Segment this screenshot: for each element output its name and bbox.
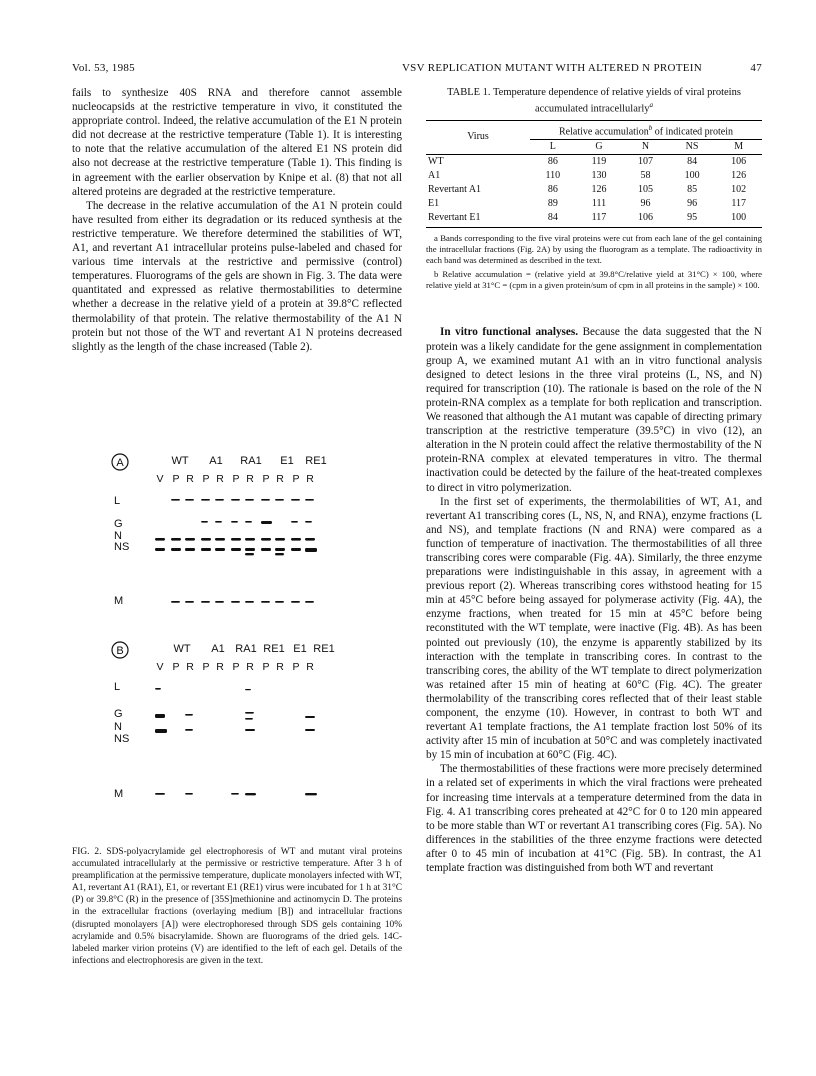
table-1-title: TABLE 1. Temperature dependence of relative yields of viral proteins accumulated intracellularly$^a$ [447,87,741,115]
gel-band [291,499,300,501]
lane-group-label: E1 [293,643,307,655]
lane-group-label: A1 [209,455,223,467]
gel-band [291,521,298,523]
header-title: VSV REPLICATION MUTANT WITH ALTERED N PROTEIN [401,62,702,74]
col-L: L [530,139,576,154]
band-label-l: L [114,681,121,693]
gel-band [305,601,314,603]
col-NS: NS [669,139,716,154]
band-label-n: N [114,721,122,733]
gel-band [275,548,285,551]
gel-band [215,521,222,523]
band-label-g: G [114,518,123,530]
figure-2-caption: FIG. 2. SDS-polyacrylamide gel electrophoresis of WT and mutant viral proteins accumulated intracellularly at the permissive or restrictive temperature. After 3 h of preamplification at the permissive temperature, duplicate monolayers infected with WT, A1, revertant A1 (RA1), E1, or revertant E1 (RE1) virus were incubated for 1 h at 31°C (P) or 39.8°C (R) in the presence of [35S]methionine and actinomycin D. The proteins in the extracellular fractions (overlaying medium [B]) and intracellular fractions (disrupted monolayers [A]) were electrophoresed through SDS gels containing 10% acrylamide and 0.5% bisacrylamide. Shown are fluorograms of the dried gels. 14C-labeled marker virion proteins (V) are identified to the left of each gel. Details of the infections and electrophoresis are given in the text. [72,847,403,966]
table-row: Revertant A1 86 126 105 85 102 [428,184,747,196]
gel-band [201,499,210,501]
gel-band [275,601,284,603]
gel-band [185,601,194,603]
gel-band [185,499,194,501]
relative-accumulation-header: Relative accumulation$^b$ of indicated protein [530,120,762,139]
gel-band [261,548,271,551]
lane-label: R [216,473,224,485]
lane-group-label: RE1 [313,643,335,655]
lane-label: R [186,473,194,485]
gel-band [231,499,240,501]
gel-band [185,548,195,551]
band-label-m: M [114,595,124,607]
lane-label: P [292,661,300,673]
virus-column-header: Virus [426,120,530,155]
left-column [72,86,402,354]
table-1-footnote-b: b Relative accumulation = (relative yield at 39.8°C/relative yield at 31°C) × 100, where relative yield at 31°C = (cpm in a given protein/sum of cpm in all proteins in the sample) × 100. [426,269,762,291]
gel-band [245,712,254,714]
panel-letter: A [116,457,124,469]
gel-band [155,688,161,690]
right-column [426,86,762,875]
gel-band [171,538,181,541]
figure-2 [110,452,370,842]
gel-band [215,548,225,551]
gel-band [275,499,284,501]
gel-band [215,499,224,501]
header-page-number: 47 [750,62,762,74]
gel-band [231,601,240,603]
lane-label: R [306,473,314,485]
lane-label: P [232,661,240,673]
band-label-l: L [114,495,121,507]
gel-band [185,538,195,541]
lane-label: P [202,661,210,673]
gel-band [245,689,251,690]
band-label-m: M [114,788,124,800]
gel-band [171,548,181,551]
gel-band [275,553,284,555]
band-label-g: G [114,708,123,720]
lane-label: R [186,661,194,673]
gel-band [155,538,165,541]
lane-label: R [216,661,224,673]
gel-band [275,538,285,541]
band-label-n: N [114,530,122,542]
gel-band [245,718,253,720]
table-1 [426,86,762,291]
lane-label: P [262,473,270,485]
table-row: WT 86 119 107 84 106 [428,156,747,168]
col-G: G [576,139,623,154]
panel-letter: B [116,645,124,657]
lane-group-label: RE1 [305,455,327,467]
lane-label: P [202,473,210,485]
gel-band [261,499,270,501]
table-1-grid [426,120,762,229]
gel-band [245,548,255,551]
col-M: M [715,139,762,154]
left-paragraph-2: The decrease in the relative accumulation of the A1 N protein could have resulted from either its degradation or its reduced synthesis at the restrictive temperature. We therefore determined the stabilities of WT, A1, and revertant A1 intracellular proteins pulse-labeled and chased for various time intervals at the restrictive and permissive (control) temperatures. Fluorograms of the gels are shown in Fig. 3. The data were quantitated and expressed as relative thermostabilities to determine whether a decrease in the relative yield of a protein at 39.8°C reflected thermolability of that protein. The relative thermostability of the A1 N protein but not those of the WT and revertant A1 N proteins decreased slightly as the length of the chase increased (Table 2). [72,199,402,353]
gel-band [261,601,270,603]
gel-band [291,548,301,551]
gel-band [155,548,165,551]
gel-band [155,729,167,733]
gel-band [305,538,315,541]
lane-group-label: E1 [280,455,294,467]
table-1-footnote-a: a Bands corresponding to the five viral proteins were cut from each lane of the gel containing the intracellular fractions (Fig. 2A) by using the fluorogram as a template. The radioactivity in each band was determined as described in the text. [426,233,762,266]
lane-group-label: RE1 [263,643,285,655]
gel-band [305,548,317,552]
lane-label: R [306,661,314,673]
gel-band [231,548,241,551]
gel-band [171,499,180,501]
gel-band [245,601,254,603]
lane-label: V [156,473,164,485]
gel-band [155,714,165,718]
gel-band [185,714,193,716]
gel-band [185,793,193,795]
gel-band [245,729,255,731]
lane-label: R [276,473,284,485]
lane-group-label: RA1 [240,455,262,467]
lane-label: R [246,661,254,673]
gel-band [261,521,272,524]
lane-label: P [292,473,300,485]
lane-label: P [172,473,180,485]
section-heading: In vitro functional analyses. [440,326,579,339]
gel-band [305,716,315,718]
col-N: N [622,139,669,154]
gel-band [215,538,225,541]
gel-band [231,793,239,795]
right-paragraph-3: The thermostabilities of these fractions were more precisely determined in a related set of experiments in which the viral fractions were preheated for increasing time intervals at a temperature determined from the data in Fig. 4. A1 transcribing cores preheated at 42°C for 0 to 120 min appeared to be more stable than WT or revertant A1 transcribing cores (Fig. 5A). No differences in the stabilities of the three enzyme fractions were detected after 0 to 45 min of incubation at 41°C (Fig. 5B). In contrast, the A1 template fraction was distinguished from both WT and revertant [426,763,762,875]
gel-band [171,601,180,603]
gel-band [245,538,255,541]
gel-band [305,499,314,501]
lane-group-label: RA1 [235,643,257,655]
lane-label: R [246,473,254,485]
gel-band [201,521,208,523]
gel-band [245,499,254,501]
lane-label: P [262,661,270,673]
gel-band [305,729,315,731]
right-paragraph-1: In vitro functional analyses. Because the data suggested that the N protein was a likely candidate for the gene assignment in complementation group A, we examined mutant A1 with an in vitro functional analysis designed to detect lesions in the three viral proteins (L, NS, and N) required for transcription (10). The rationale is based on the role of the N protein-RNA complex as a template for both replication and transcription. We reasoned that although the A1 mutant was capable of directing primary transcription at the restrictive temperature (39.5°C) in vivo (12), an alteration in the N protein could affect the relative thermostability of the N protein-RNA complex at elevated temperatures in vitro. The thermal inactivation could be detected by the failure of the heat-treated complexes to direct in vitro polymerization. [426,326,763,494]
gel-band [245,521,252,523]
lane-group-label: A1 [211,643,225,655]
gel-band [245,553,254,555]
header-volume: Vol. 53, 1985 [72,62,135,74]
lane-label: V [156,661,164,673]
lane-group-label: WT [173,643,191,655]
right-paragraph-2: In the first set of experiments, the thermolabilities of WT, A1, and revertant A1 transcribing cores (L, NS, N, and RNA), enzyme fractions (L and NS), and template fractions (N and RNA) were compared as a function of temperature of inactivation. The thermostabilities of all three transcribing cores were comparable (Fig. 4A). Similarly, the three enzyme preparations were indistinguishable in this assay, in agreement with a previous report (2). Whereas transcribing cores withstood heating for 15 min at 45°C before being assayed for polymerase activity (Fig. 4A), the enzyme fractions, when treated for 15 min at 45°C before being reconstituted with the WT template, were inactive (Fig. 4B). As has been pointed out previously (10), the enzyme is apparently stabilized by its interaction with the template in transcribing cores. In contrast to the transcribing cores, the ability of the WT template to direct polymerization was retained after 15 min of heating at 60°C (Fig. 4C). The greater thermolability of the transcribing cores reflected that of their least stable component, the enzyme (10). However, in contrast to both WT and revertant A1 template fractions, the A1 template fraction lost 50% of its activity after 15 min of incubation at 50°C and was completely inactivated by 15 min of incubation at 60°C (Fig. 4C). [426,495,762,762]
lane-label: R [276,661,284,673]
gel-band [155,793,165,795]
lane-group-label: WT [171,455,189,467]
gel-band [201,538,211,541]
gel-band [201,548,211,551]
table-row: Revertant E1 84 117 106 95 100 [426,211,762,228]
gel-band [231,538,241,541]
gel-band [215,601,224,603]
gel-band [185,729,193,731]
band-label-ns: NS [114,541,130,553]
gel-band [305,521,312,523]
band-label-ns: NS [114,733,130,745]
gel-band [291,538,301,541]
gel-band [231,521,238,523]
left-paragraph-1: fails to synthesize 40S RNA and therefore cannot assemble nucleocapsids at the restrictive temperature in vivo, it constituted the appropriate control. Indeed, the relative accumulation of the E1 N protein did not decrease at the restrictive temperature (Table 1). It is interesting to note that the relative accumulation of the altered E1 NS protein did also not decrease at the restrictive temperature (Table 1). This finding is in agreement with the earlier observation by Knipe et al. (8) that not all altered proteins are degraded at the restrictive temperature. [72,87,402,198]
gel-band [291,601,300,603]
gel-band [245,793,256,795]
lane-label: P [172,661,180,673]
gel-band [201,601,210,603]
gel-band [305,793,317,795]
gel-band [261,538,271,541]
table-row: E1 89 111 96 96 117 [428,198,746,210]
gel-fluorograms [110,452,370,837]
lane-label: P [232,473,240,485]
table-row: A1 110 130 58 100 126 [428,170,747,182]
